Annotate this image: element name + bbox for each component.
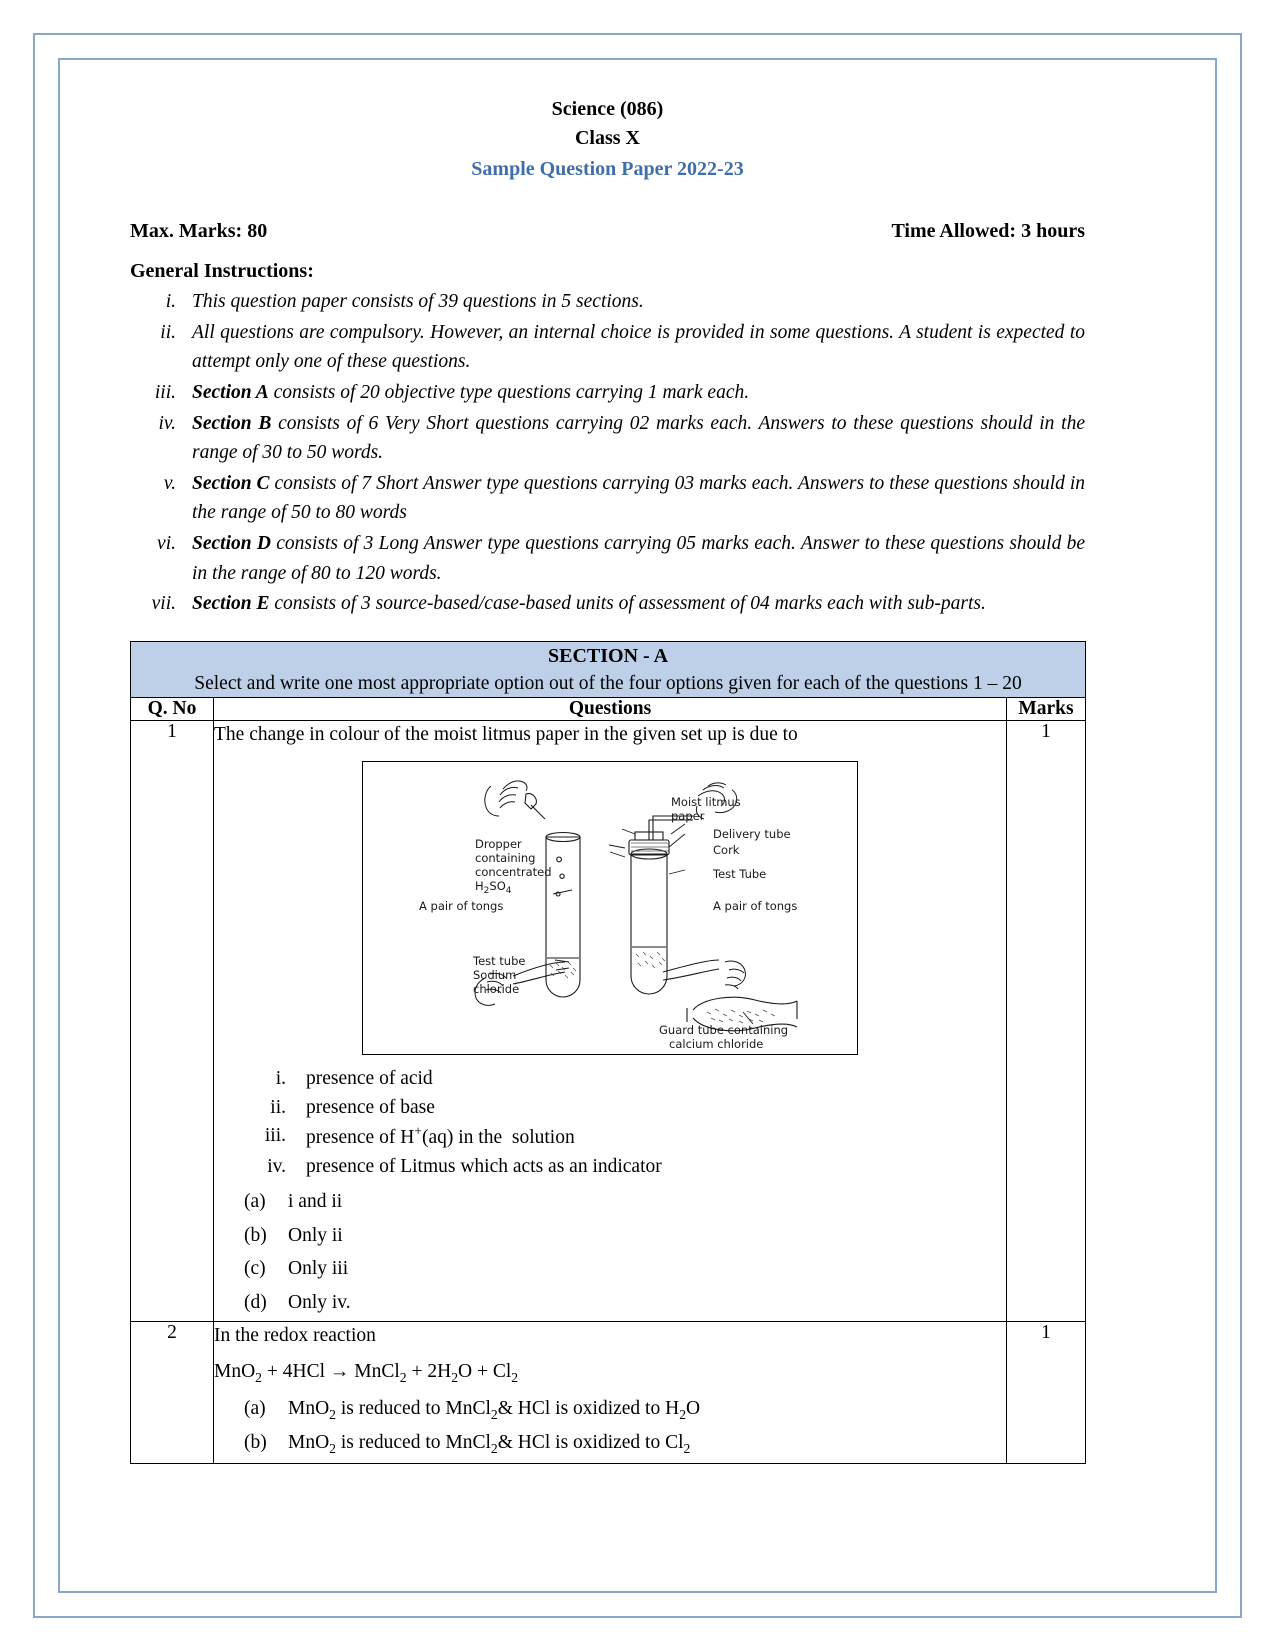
question-choice-list (214, 1392, 1006, 1461)
question-stem: The change in colour of the moist litmus paper in the given set up is due to (214, 724, 798, 746)
column-header-questions: Questions (214, 698, 1007, 721)
question-paper-table (130, 641, 1086, 1464)
column-header-qno: Q. No (131, 698, 214, 721)
list-item (214, 1122, 1006, 1153)
instruction-text: consists of 7 Short Answer type questions carrying 03 marks each. Answers to these questions should in the range of 50 to 80 words (192, 472, 1085, 524)
instruction-number: vi. (157, 533, 176, 554)
general-instructions-list (130, 287, 1085, 619)
class-title: Class X (574, 127, 640, 149)
choice-key: (b) (244, 1224, 267, 1246)
question-number: 1 (131, 721, 214, 1322)
instruction-text: consists of 3 source-based/case-based units of assessment of 04 marks each with sub-parts. (269, 593, 986, 615)
instruction-text: This question paper consists of 39 questions in 5 sections. (192, 291, 644, 312)
instruction-text: consists of 3 Long Answer type questions carrying 05 marks each. Answer to these questions should be in the range of 80 to 120 words. (192, 533, 1085, 584)
instruction-section-label: Section C (192, 472, 270, 494)
max-marks: Max. Marks: 80 (130, 220, 268, 242)
choice-key: (a) (244, 1191, 266, 1212)
section-title: SECTION - A (547, 644, 669, 667)
section-instruction: Select and write one most appropriate option out of the four options given for each of the questions 1 – 20 (194, 672, 1022, 694)
page-content (130, 95, 1085, 1464)
time-allowed: Time Allowed: 3 hours (891, 220, 1085, 242)
instruction-item (130, 318, 1085, 377)
chemical-equation: MnO$_2$ + 4HCl → MnCl$_2$ + $2H_2O + Cl_2$ (214, 1361, 519, 1386)
instruction-number: vii. (151, 593, 176, 615)
choice-text: i and ii (288, 1191, 343, 1212)
section-header-row (131, 641, 1086, 697)
instruction-text: All questions are compulsory. However, an internal choice is provided in some questions. A student is expected to attempt only one of these questions. (192, 321, 1085, 373)
choice-key: (a) (244, 1398, 266, 1420)
option-number: iii. (264, 1124, 286, 1146)
instruction-item (130, 469, 1085, 528)
table-column-header-row (131, 698, 1086, 721)
question-stem: In the redox reaction (214, 1325, 376, 1347)
question-number: 2 (131, 1322, 214, 1464)
svg-text:Sodium: Sodium (473, 968, 517, 983)
svg-text:Moist litmus: Moist litmus (671, 795, 741, 810)
question-marks: 1 (1007, 721, 1086, 1322)
choice-text: Only iv. (288, 1291, 351, 1313)
svg-text:calcium chloride: calcium chloride (669, 1037, 764, 1052)
choice-key: (c) (244, 1258, 266, 1280)
svg-text:H2SO4: $H_2SO_4$ (475, 879, 512, 897)
subject-title: Science (086) (551, 98, 664, 120)
svg-text:A pair of tongs: A pair of tongs (713, 899, 798, 914)
svg-text:Test Tube: Test Tube (713, 867, 767, 882)
list-item (214, 1094, 1006, 1122)
option-text: presence of base (306, 1096, 435, 1118)
question-option-list (214, 1065, 1006, 1181)
instruction-number: iv. (158, 412, 176, 434)
question-body (214, 721, 1007, 1322)
option-number: ii. (270, 1096, 286, 1118)
option-number: iv. (267, 1155, 286, 1177)
section-header-cell (131, 641, 1086, 697)
list-item[interactable] (214, 1219, 1006, 1253)
instruction-item (130, 287, 1085, 317)
instruction-item (130, 378, 1085, 408)
instruction-number: v. (163, 472, 176, 494)
option-text: presence of acid (306, 1068, 433, 1090)
instruction-text: consists of 20 objective type questions carrying 1 mark each. (268, 381, 750, 403)
instruction-item (130, 589, 1085, 619)
choice-key: (d) (244, 1291, 267, 1313)
table-row (131, 721, 1086, 1322)
instruction-item (130, 409, 1085, 468)
list-item[interactable] (214, 1426, 1006, 1460)
list-item[interactable] (214, 1286, 1006, 1320)
question-body (214, 1322, 1007, 1464)
instruction-number: iii. (154, 381, 176, 403)
document-title-block (130, 95, 1085, 184)
list-item (214, 1153, 1006, 1181)
svg-text:paper: paper (671, 809, 705, 824)
svg-text:concentrated: concentrated (475, 865, 552, 880)
option-text: presence of Litmus which acts as an indicator (306, 1155, 662, 1177)
marks-time-row (130, 220, 1085, 243)
list-item[interactable] (214, 1252, 1006, 1286)
choice-text: Only ii (288, 1224, 343, 1246)
svg-text:chloride: chloride (473, 982, 520, 997)
instruction-item (130, 529, 1085, 588)
svg-text:Guard tube containing: Guard tube containing (659, 1023, 789, 1038)
instruction-number: i. (165, 291, 176, 312)
svg-text:A pair of tongs: A pair of tongs (419, 899, 504, 914)
paper-title: Sample Question Paper 2022-23 (471, 158, 744, 180)
litmus-paper-experiment-diagram (362, 761, 858, 1055)
column-header-marks: Marks (1007, 698, 1086, 721)
choice-text: Only iii (288, 1258, 349, 1280)
choice-key: (b) (244, 1432, 267, 1454)
question-marks: 1 (1007, 1322, 1086, 1464)
general-instructions-heading: General Instructions: (130, 260, 314, 282)
option-number: i. (275, 1068, 286, 1090)
svg-text:Test tube: Test tube (473, 954, 526, 969)
instruction-section-label: Section A (192, 381, 269, 403)
figure-wrapper (214, 761, 1006, 1055)
svg-text:Dropper: Dropper (475, 837, 522, 852)
svg-text:containing: containing (475, 851, 536, 866)
instruction-text: consists of 6 Very Short questions carrying 02 marks each. Answers to these questions should in the range of 30 to 50 words. (192, 412, 1085, 464)
svg-text:Cork: Cork (713, 843, 740, 858)
instruction-section-label: Section D (192, 533, 271, 554)
list-item[interactable] (214, 1392, 1006, 1426)
choice-text: MnO$_2$ is reduced to MnCl$_2$& HCl is oxidized to $Cl_2$ (288, 1432, 691, 1457)
choice-text: MnO$_2$ is reduced to MnCl$_2$& HCl is oxidized to $H_2O$ (288, 1398, 701, 1422)
svg-text:Delivery tube: Delivery tube (713, 827, 791, 842)
instruction-section-label: Section E (192, 593, 270, 615)
list-item (214, 1065, 1006, 1093)
list-item[interactable] (214, 1185, 1006, 1219)
option-text: presence of H+(aq) in the solution (306, 1123, 575, 1149)
question-choice-list (214, 1185, 1006, 1319)
table-row (131, 1322, 1086, 1464)
instruction-section-label: Section B (192, 412, 272, 434)
instruction-number: ii. (160, 321, 176, 343)
